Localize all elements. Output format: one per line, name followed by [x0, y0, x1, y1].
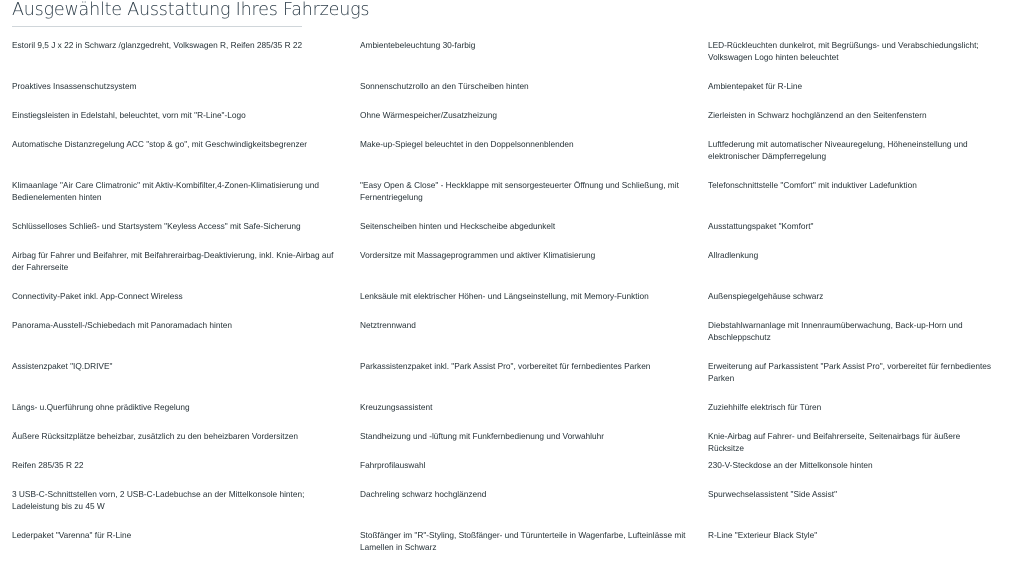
page-title: Ausgewählte Ausstattung Ihres Fahrzeugs: [12, 0, 370, 20]
equipment-item: Kreuzungsassistent: [360, 402, 433, 412]
equipment-item: Ohne Wärmespeicher/Zusatzheizung: [360, 110, 497, 120]
equipment-item: Estoril 9,5 J x 22 in Schwarz /glanzgedreht, Volkswagen R, Reifen 285/35 R 22: [12, 40, 303, 50]
equipment-item: Netztrennwand: [360, 320, 416, 330]
equipment-item: Lederpaket "Varenna" für R-Line: [12, 530, 132, 540]
equipment-item: Diebstahlwarnanlage mit Innenraumüberwachung, Back-up-Horn und Abschleppschutz: [708, 320, 963, 343]
title-divider: [12, 26, 302, 27]
equipment-item: Allradlenkung: [708, 250, 759, 260]
equipment-item: Assistenzpaket "IQ.DRIVE": [12, 361, 113, 371]
equipment-item: Einstiegsleisten in Edelstahl, beleuchtet, vorn mit "R-Line"-Logo: [12, 110, 246, 120]
equipment-item: LED-Rückleuchten dunkelrot, mit Begrüßungs- und Verabschiedungslicht; Volkswagen Logo hinten beleuchtet: [708, 40, 979, 63]
equipment-item: "Easy Open & Close" - Heckklappe mit sensorgesteuerter Öffnung und Schließung, mit Fernentriegelung: [360, 180, 679, 203]
equipment-item: Vordersitze mit Massageprogrammen und aktiver Klimatisierung: [360, 250, 596, 260]
equipment-item: Proaktives Insassenschutzsystem: [12, 81, 137, 91]
equipment-item: Reifen 285/35 R 22: [12, 460, 84, 470]
equipment-item: Lenksäule mit elektrischer Höhen- und Längseinstellung, mit Memory-Funktion: [360, 291, 649, 301]
equipment-item: R-Line "Exterieur Black Style": [708, 530, 818, 540]
equipment-item: Äußere Rücksitzplätze beheizbar, zusätzlich zu den beheizbaren Vordersitzen: [12, 431, 298, 441]
equipment-item: Spurwechselassistent "Side Assist": [708, 489, 838, 499]
equipment-item: Dachreling schwarz hochglänzend: [360, 489, 487, 499]
equipment-item: Standheizung und -lüftung mit Funkfernbedienung und Vorwahluhr: [360, 431, 605, 441]
equipment-item: Ausstattungspaket "Komfort": [708, 221, 814, 231]
equipment-item: Make-up-Spiegel beleuchtet in den Doppelsonnenblenden: [360, 139, 574, 149]
equipment-item: 230-V-Steckdose an der Mittelkonsole hinten: [708, 460, 873, 470]
equipment-item: Telefonschnittstelle "Comfort" mit induktiver Ladefunktion: [708, 180, 917, 190]
equipment-item: Automatische Distanzregelung ACC "stop & go", mit Geschwindigkeitsbegrenzer: [12, 139, 308, 149]
equipment-item: Klimaanlage "Air Care Climatronic" mit Aktiv-Kombifilter,4-Zonen-Klimatisierung und Bedienelementen hinten: [12, 180, 319, 203]
equipment-item: Zuziehhilfe elektrisch für Türen: [708, 402, 822, 412]
equipment-item: Ambientebeleuchtung 30-farbig: [360, 40, 476, 50]
equipment-item: Luftfederung mit automatischer Niveauregelung, Höheneinstellung und elektronischer Dämpferregelung: [708, 139, 968, 162]
equipment-item: Erweiterung auf Parkassistent "Park Assist Pro", vorbereitet für fernbedientes Parken: [708, 361, 992, 384]
equipment-item: Sonnenschutzrollo an den Türscheiben hinten: [360, 81, 529, 91]
equipment-item: Knie-Airbag auf Fahrer- und Beifahrerseite, Seitenairbags für äußere Rücksitze: [708, 431, 961, 454]
equipment-item: Panorama-Ausstell-/Schiebedach mit Panoramadach hinten: [12, 320, 232, 330]
equipment-item: Zierleisten in Schwarz hochglänzend an den Seitenfenstern: [708, 110, 927, 120]
equipment-item: Seitenscheiben hinten und Heckscheibe abgedunkelt: [360, 221, 556, 231]
equipment-item: Fahrprofilauswahl: [360, 460, 426, 470]
equipment-item: Ambientepaket für R-Line: [708, 81, 803, 91]
equipment-item: Parkassistenzpaket inkl. "Park Assist Pro", vorbereitet für fernbedientes Parken: [360, 361, 651, 371]
equipment-grid: [12, 39, 1012, 570]
equipment-item: Schlüsselloses Schließ- und Startsystem "Keyless Access" mit Safe-Sicherung: [12, 221, 301, 231]
equipment-item: Längs- u.Querführung ohne prädiktive Regelung: [12, 402, 190, 412]
equipment-item: Stoßfänger im "R"-Styling, Stoßfänger- und Türunterteile in Wagenfarbe, Lufteinlässe mit Lamellen in Schwarz: [360, 530, 686, 553]
equipment-item: Connectivity-Paket inkl. App-Connect Wireless: [12, 291, 183, 301]
equipment-item: Außenspiegelgehäuse schwarz: [708, 291, 824, 301]
equipment-item: 3 USB-C-Schnittstellen vorn, 2 USB-C-Ladebuchse an der Mittelkonsole hinten; Ladeleistung bis zu 45 W: [12, 489, 305, 512]
equipment-item: Airbag für Fahrer und Beifahrer, mit Beifahrerairbag-Deaktivierung, inkl. Knie-Airbag auf der Fahrerseite: [12, 250, 334, 273]
